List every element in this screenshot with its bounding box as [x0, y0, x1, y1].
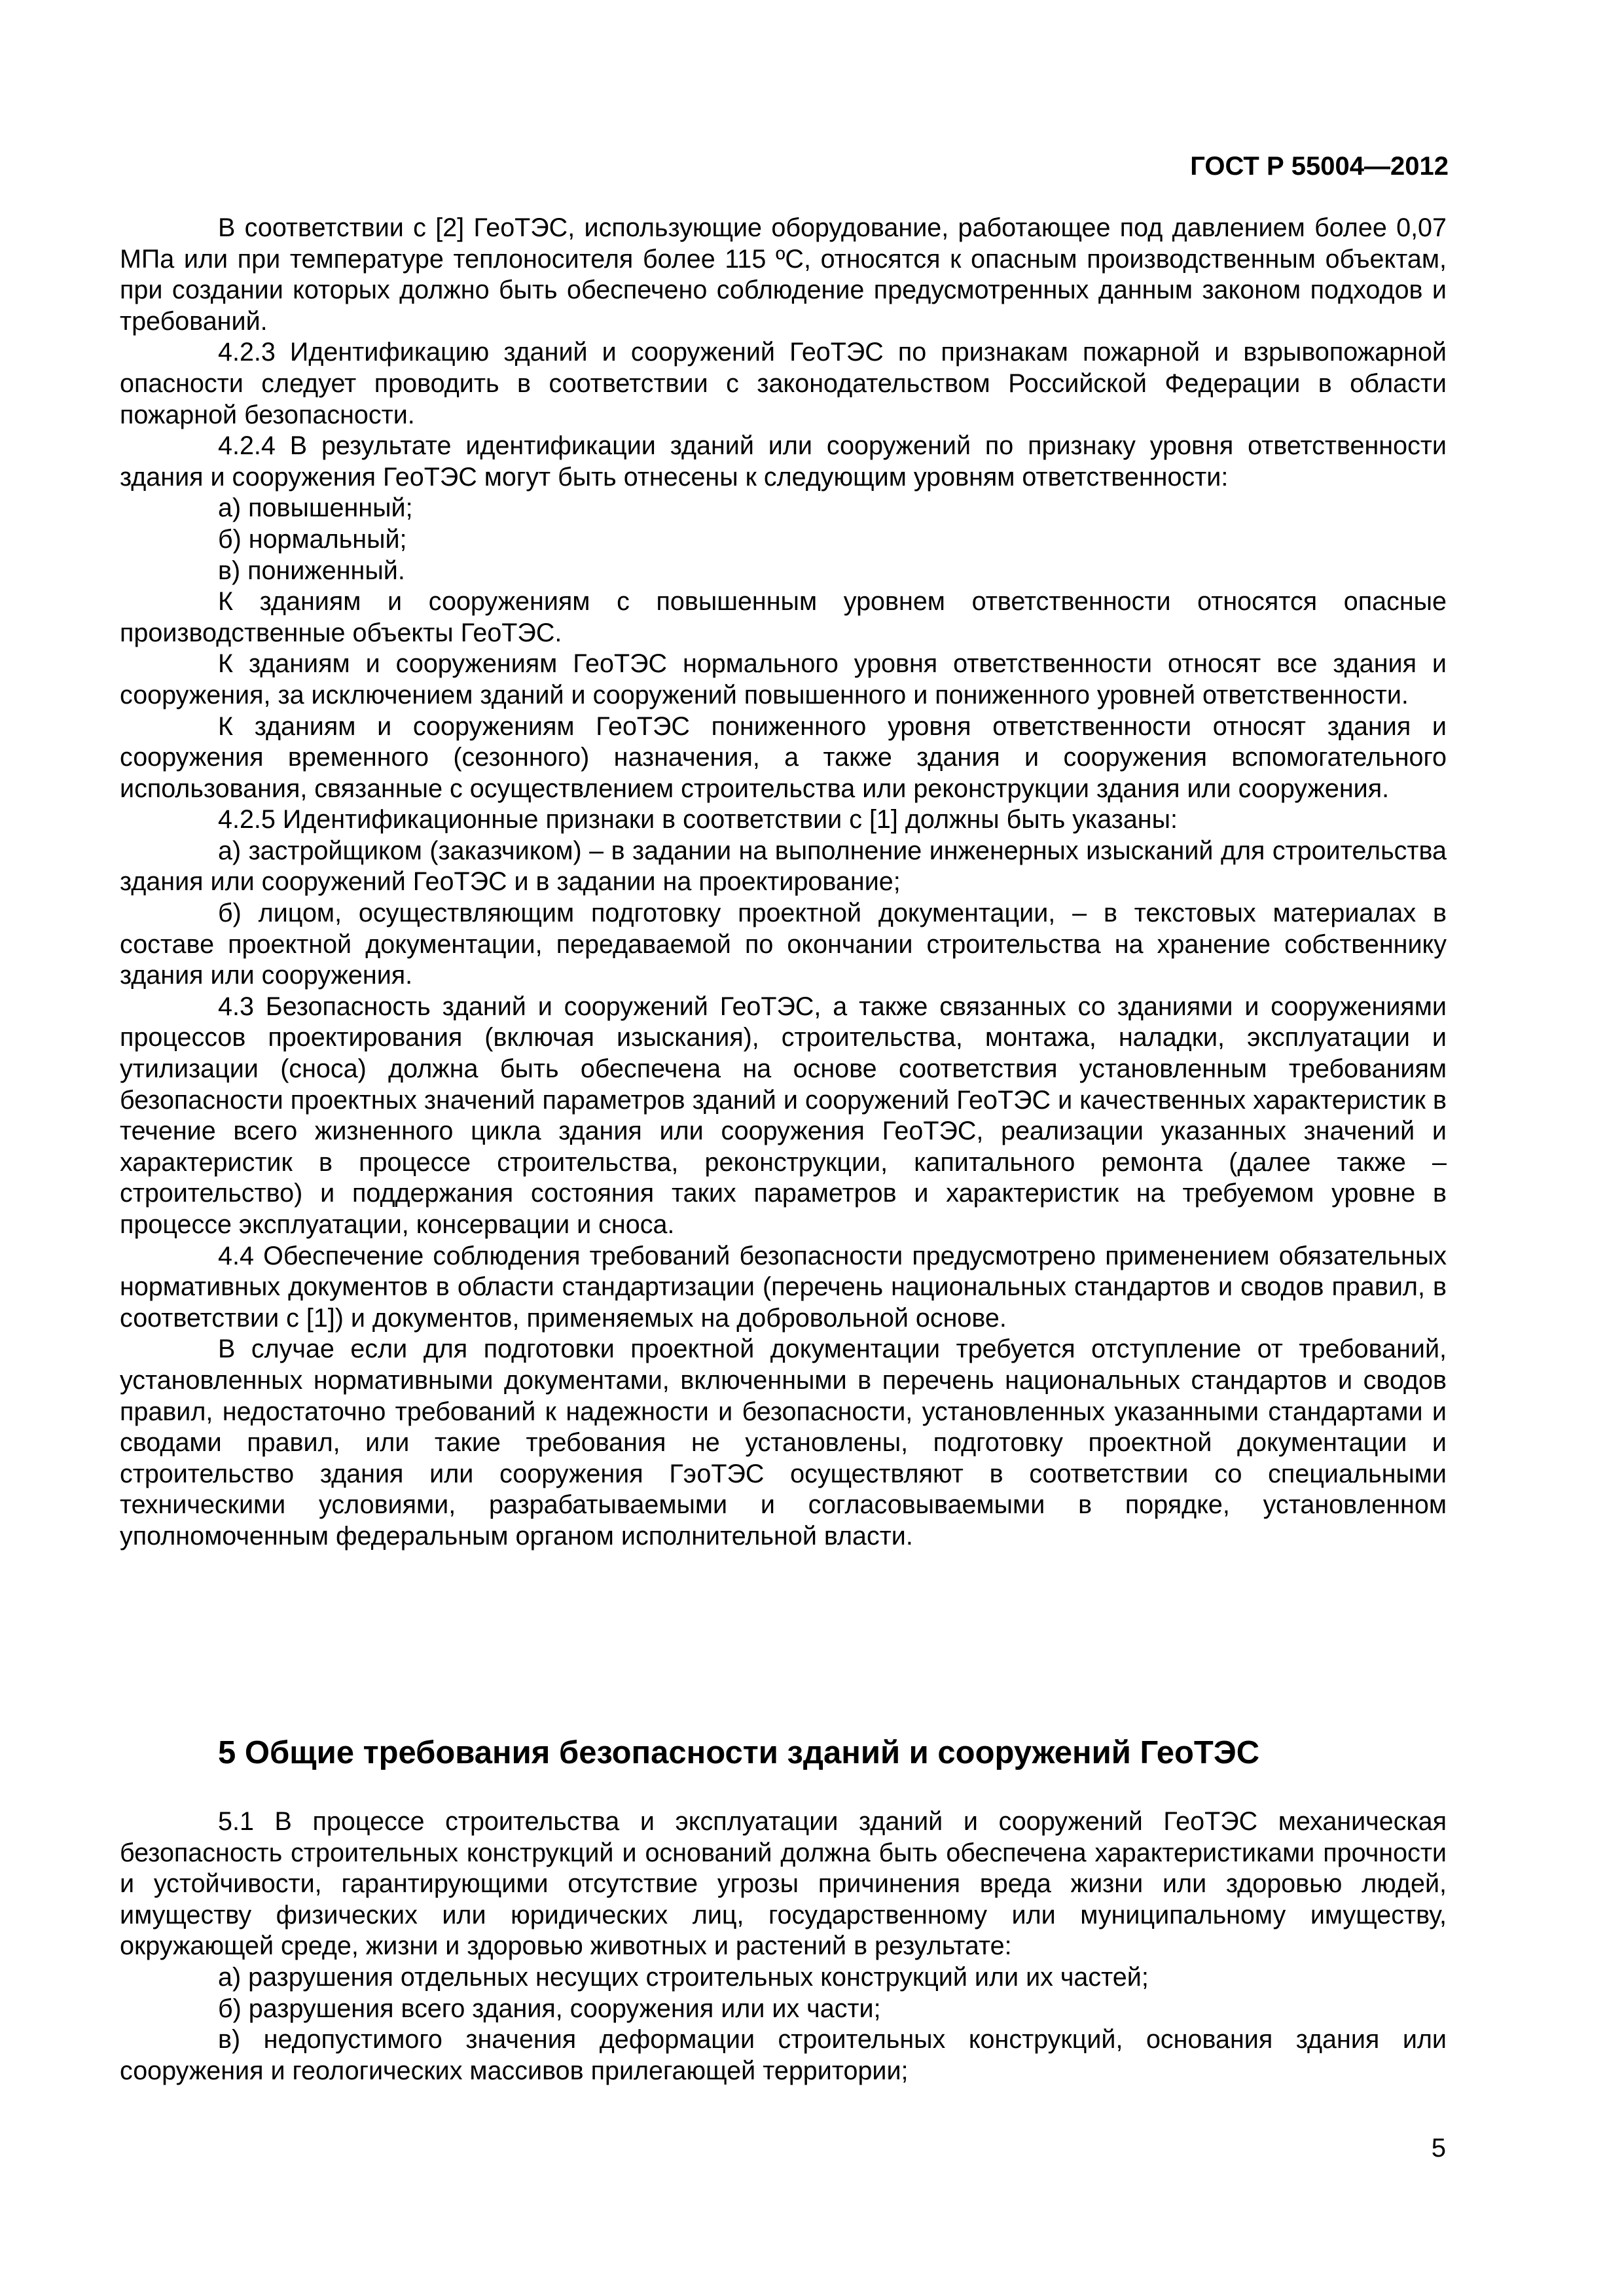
section-text: [120, 1806, 1447, 2087]
list-item: а) разрушения отдельных несущих строительных конструкций или их частей;: [218, 1962, 1149, 1992]
section-heading: 5 Общие требования безопасности зданий и сооружений ГеоТЭС: [218, 1735, 1260, 1770]
paragraph: К зданиям и сооружениям с повышенным уровнем ответственности относятся опасные производственные объекты ГеоТЭС.: [120, 587, 1447, 647]
list-item: а) застройщиком (заказчиком) – в задании на выполнение инженерных изысканий для строительства здания или сооружений ГеоТЭС и в задании на проектирование;: [120, 836, 1447, 897]
list-item: б) нормальный;: [218, 524, 407, 554]
list-item: б) разрушения всего здания, сооружения или их части;: [218, 1994, 881, 2023]
paragraph: 4.2.4 В результате идентификации зданий или сооружений по признаку уровня ответственности здания и сооружения ГеоТЭС могут быть отнесены к следующим уровням ответственности:: [120, 431, 1447, 492]
paragraph: 4.2.5 Идентификационные признаки в соответствии с [1] должны быть указаны:: [218, 805, 1178, 834]
paragraph: К зданиям и сооружениям ГеоТЭС пониженного уровня ответственности относят здания и сооружения временного (сезонного) назначения, а также здания и сооружения вспомогательного использования, связанные с осуществлением строительства или реконструкции здания или сооружения.: [120, 711, 1447, 803]
body-text: [120, 213, 1447, 1552]
paragraph: 5.1 В процессе строительства и эксплуатации зданий и сооружений ГеоТЭС механическая безопасность строительных конструкций и оснований должна быть обеспечена характеристиками прочности и устойчивости, гарантирующими отсутствие угрозы причинения вреда жизни или здоровью людей, имуществу физических или юридических лиц, государственному или муниципальному имуществу, окружающей среде, жизни и здоровью животных и растений в результате:: [120, 1807, 1447, 1961]
paragraph: В случае если для подготовки проектной документации требуется отступление от требований, установленных нормативными документами, включенными в перечень национальных стандартов и сводов правил, недостаточно требований к надежности и безопасности, установленных указанными стандартами и сводами правил, или такие требования не установлены, подготовку проектной документации и строительство здания или сооружения ГэоТЭС осуществляют в соответствии со специальными техническими условиями, разрабатываемыми и согласовываемыми в порядке, установленном уполномоченным федеральным органом исполнительной власти.: [120, 1335, 1447, 1551]
paragraph: 4.4 Обеспечение соблюдения требований безопасности предусмотрено применением обязательных нормативных документов в области стандартизации (перечень национальных стандартов и сводов правил, в соответствии с [1]) и документов, применяемых на добровольной основе.: [120, 1241, 1447, 1333]
page-number: 5: [1431, 2134, 1446, 2162]
paragraph: 4.2.3 Идентификацию зданий и сооружений ГеоТЭС по признакам пожарной и взрывопожарной опасности следует проводить в соответствии с законодательством Российской Федерации в области пожарной безопасности.: [120, 338, 1447, 429]
document-code: ГОСТ Р 55004—2012: [1190, 152, 1449, 181]
list-item: а) повышенный;: [218, 493, 413, 523]
list-item: в) недопустимого значения деформации строительных конструкций, основания здания или сооружения и геологических массивов прилегающей территории;: [120, 2025, 1447, 2085]
paragraph: 4.3 Безопасность зданий и сооружений ГеоТЭС, а также связанных со зданиями и сооружениями процессов проектирования (включая изыскания), строительства, монтажа, наладки, эксплуатации и утилизации (сноса) должна быть обеспечена на основе соответствия установленным требованиям безопасности проектных значений параметров зданий и сооружений ГеоТЭС и качественных характеристик в течение всего жизненного цикла здания или сооружения ГеоТЭС, реализации указанных значений и характеристик в процессе строительства, реконструкции, капитального ремонта (далее также –строительство) и поддержания состояния таких параметров и характеристик на требуемом уровне в процессе эксплуатации, консервации и сноса.: [120, 992, 1447, 1239]
list-item: б) лицом, осуществляющим подготовку проектной документации, – в текстовых материалах в составе проектной документации, передаваемой по окончании строительства на хранение собственнику здания или сооружения.: [120, 899, 1447, 990]
list-item: в) пониженный.: [218, 556, 405, 585]
paragraph: К зданиям и сооружениям ГеоТЭС нормального уровня ответственности относят все здания и сооружения, за исключением зданий и сооружений повышенного и пониженного уровней ответственности.: [120, 649, 1447, 709]
paragraph: В соответствии с [2] ГеоТЭС, использующие оборудование, работающее под давлением более 0,07 МПа или при температуре теплоносителя более 115 ºС, относятся к опасным производственным объектам, при создании которых должно быть обеспечено соблюдение предусмотренных данным законом подходов и требований.: [120, 213, 1447, 336]
